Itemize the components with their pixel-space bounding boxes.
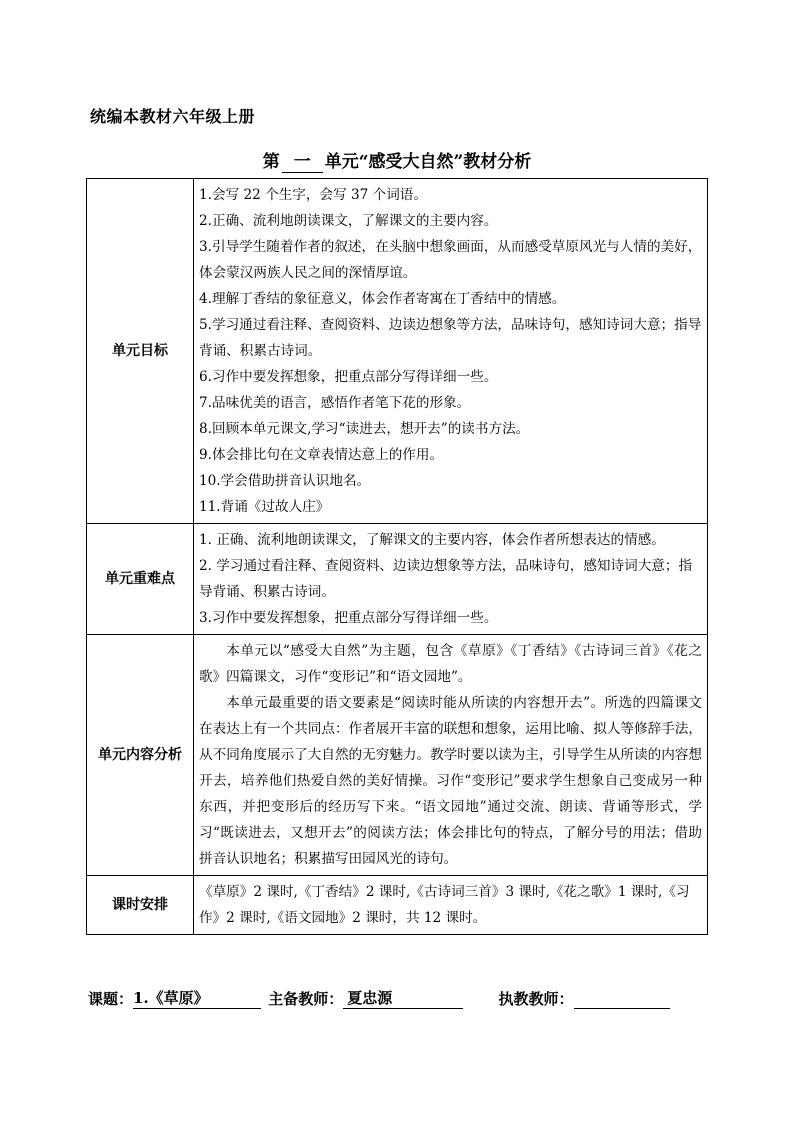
goal-item: 6.习作中要发挥想象，把重点部分写得详细一些。 [199, 369, 498, 385]
teaching-teacher-label: 执教教师： [498, 990, 574, 1008]
schedule-content: 《草原》2 课时,《丁香结》2 课时,《古诗词三首》3 课时,《花之歌》1 课时,《习作》2 课时,《语文园地》2 课时，共 12 课时。 [194, 876, 708, 935]
key-point-item: 1. 正确、流利地朗读课文，了解课文的主要内容，体会作者所想表达的情感。 [199, 532, 665, 548]
goals-label: 单元目标 [87, 179, 194, 524]
goal-item: 9.体会排比句在文章表情达意上的作用。 [199, 447, 444, 463]
goals-content [194, 179, 708, 524]
topic-label: 课题： [88, 990, 134, 1008]
goals-row [87, 179, 708, 524]
goal-item: 7.品味优美的语言，感悟作者笔下花的形象。 [199, 395, 471, 411]
goal-item: 5.学习通过看注释、查阅资料、边读边想象等方法，品味诗句，感知诗词大意；指导背诵、积累古诗词。 [199, 317, 702, 359]
goal-item: 4.理解丁香结的象征意义，体会作者寄寓在丁香结中的情感。 [199, 291, 566, 307]
analysis-table [86, 178, 708, 935]
main-teacher-field: 夏忠源 [343, 987, 463, 1009]
key-point-item: 3.习作中要发挥想象，把重点部分写得详细一些。 [199, 610, 498, 626]
main-teacher-label: 主备教师： [268, 990, 344, 1008]
schedule-label: 课时安排 [87, 876, 194, 935]
key-points-row [87, 524, 708, 635]
goal-item: 11.背诵《过故人庄》 [199, 499, 330, 515]
key-points-content [194, 524, 708, 635]
content-analysis-label: 单元内容分析 [87, 635, 194, 876]
schedule-row [87, 876, 708, 935]
header-note: 统编本教材六年级上册 [90, 107, 256, 126]
content-paragraph: 本单元最重要的语文要素是“阅读时能从所读的内容想开去”。所选的四篇课文在表达上有一个共同点：作者展开丰富的联想和想象，运用比喻、拟人等修辞手法，从不同角度展示了大自然的无穷魅力。教学时要以读为主，引导学生从所读的内容想开去，培养他们热爱自然的美好情操。习作“变形记”要求学生想象自己变成另一种东西，并把变形后的经历写下来。“语文园地”通过交流、朗读、背诵等形式，学习“既读进去，又想开去”的阅读方法；体会排比句的特点，了解分号的用法；借助拼音认识地名；积累描写田园风光的诗句。 [199, 695, 702, 867]
goal-item: 2.正确、流利地朗读课文，了解课文的主要内容。 [199, 213, 498, 229]
lesson-footer [88, 987, 710, 1009]
content-analysis-content [194, 635, 708, 876]
content-paragraph: 本单元以“感受大自然”为主题，包含《草原》《丁香结》《古诗词三首》《花之歌》四篇课文，习作“变形记”和“语文园地”。 [199, 643, 702, 685]
teaching-teacher-field [574, 1008, 670, 1009]
page-title [0, 147, 794, 173]
topic-field: 1.《草原》 [133, 987, 261, 1009]
title-suffix: 单元“感受大自然”教材分析 [324, 152, 532, 172]
content-analysis-row [87, 635, 708, 876]
goal-item: 8.回顾本单元课文,学习“读进去，想开去”的读书方法。 [199, 421, 530, 437]
goal-item: 1.会写 22 个生字，会写 37 个词语。 [199, 187, 427, 203]
title-unit-number: 一 [282, 147, 323, 173]
key-point-item: 2. 学习通过看注释、查阅资料、边读边想象等方法，品味诗句，感知诗词大意；指导背诵、积累古诗词。 [199, 558, 693, 600]
goal-item: 10.学会借助拼音认识地名。 [199, 473, 371, 489]
title-prefix: 第 [262, 152, 280, 172]
key-points-label: 单元重难点 [87, 524, 194, 635]
goal-item: 3.引导学生随着作者的叙述，在头脑中想象画面，从而感受草原风光与人情的美好，体会蒙汉两族人民之间的深情厚谊。 [199, 239, 702, 281]
